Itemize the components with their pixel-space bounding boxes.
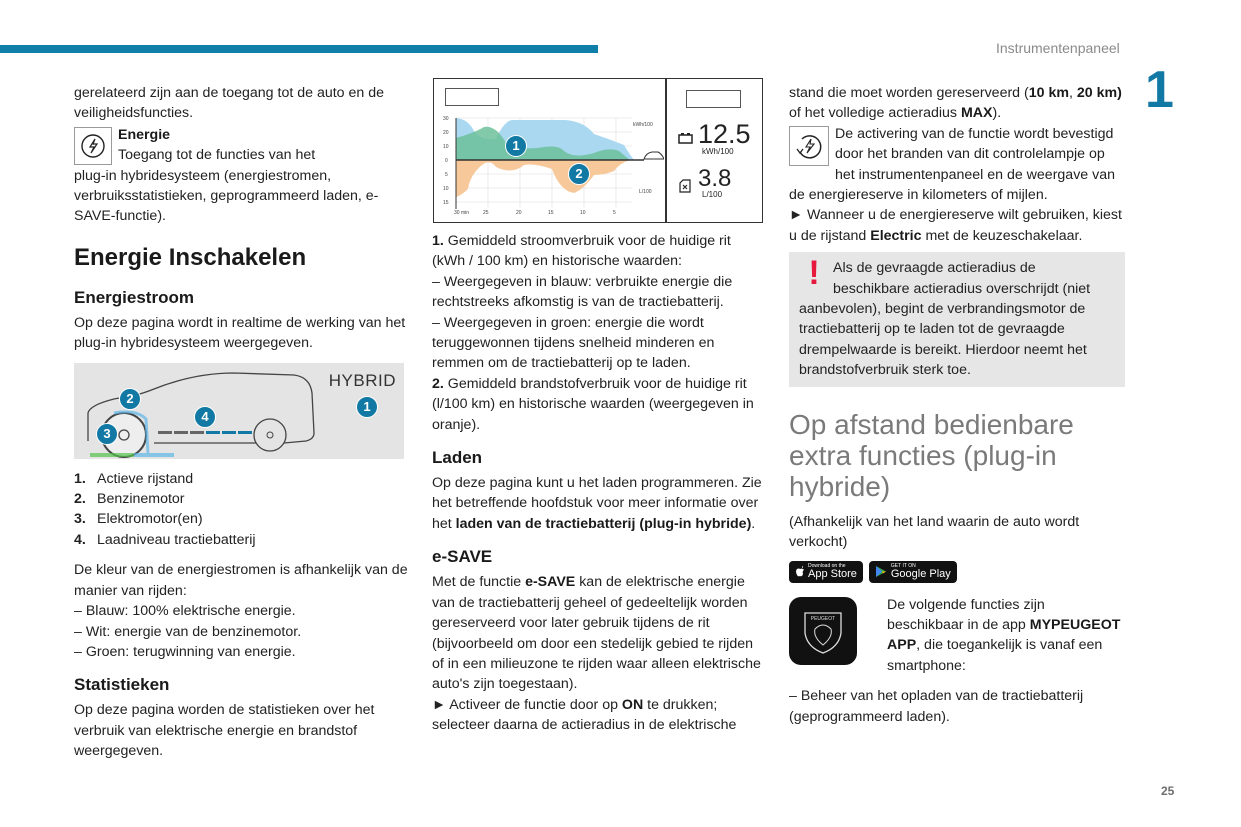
app-text: De volgende functies zijn beschikbaar in de app MYPEUGEOT APP, die toegankelijk is vanaf een smartphone: bbox=[887, 596, 1121, 674]
google-play-icon bbox=[875, 565, 887, 578]
energie-text-1: Toegang tot de functies van het bbox=[118, 147, 316, 164]
use-reserve-step: ► Wanneer u de energiereserve wilt gebruiken, kiest u de rijstand Electric met de keuzeschakelaar. bbox=[789, 207, 1122, 244]
chart-item-1-green: – Weergegeven in groen: energie die wordt teruggewonnen tijdens snelheid minderen en remmen om de tractiebatterij op te laden. bbox=[432, 314, 715, 372]
svg-text:kWh/100: kWh/100 bbox=[633, 122, 653, 128]
page-number: 25 bbox=[1161, 784, 1175, 798]
chapter-number: 1 bbox=[1145, 61, 1174, 119]
list-item: 4. Laadniveau tractiebatterij bbox=[74, 531, 256, 548]
column-2 bbox=[432, 231, 766, 736]
header-accent-bar bbox=[0, 45, 598, 53]
color-item: – Blauw: 100% elektrische energie. bbox=[74, 603, 296, 620]
svg-text:20: 20 bbox=[443, 130, 449, 136]
svg-text:20: 20 bbox=[516, 210, 522, 216]
consumption-area-chart bbox=[434, 79, 664, 219]
color-intro: De kleur van de energiestromen is afhankelijk van de manier van rijden: bbox=[74, 562, 408, 599]
badge-4: 4 bbox=[194, 406, 216, 428]
svg-text:10: 10 bbox=[443, 144, 449, 150]
fuel-unit: L/100 bbox=[702, 190, 723, 199]
svg-text:PEUGEOT: PEUGEOT bbox=[810, 615, 836, 622]
svg-text:15: 15 bbox=[548, 210, 554, 216]
peugeot-lion-icon bbox=[801, 607, 845, 655]
fuel-consumption-value: 3.8 bbox=[698, 165, 732, 192]
app-store-button[interactable]: Download on the App Store bbox=[789, 561, 863, 583]
running-head: Instrumentenpaneel bbox=[996, 40, 1120, 56]
fuel-can-icon bbox=[678, 179, 692, 193]
range-continuation: stand die moet worden gereserveerd (10 km, 20 km) of het volledige actieradius MAX). bbox=[789, 85, 1122, 122]
svg-text:5: 5 bbox=[445, 172, 448, 178]
energie-text-2: plug-in hybridesysteem (energiestromen, verbruiksstatistieken, geprogrammeerd laden, e-SAVE-functie). bbox=[74, 167, 379, 225]
car-icon bbox=[644, 152, 664, 159]
laden-link: laden van de tractiebatterij (plug-in hybride) bbox=[455, 515, 752, 532]
color-item: – Wit: energie van de benzinemotor. bbox=[74, 623, 302, 640]
readout-title-placeholder bbox=[686, 90, 741, 108]
subheading-laden: Laden bbox=[432, 448, 483, 468]
apple-icon bbox=[795, 566, 805, 578]
svg-text:5: 5 bbox=[613, 210, 616, 216]
svg-text:30: 30 bbox=[443, 116, 449, 122]
google-play-button[interactable]: GET IT ON Google Play bbox=[869, 561, 957, 583]
column-1 bbox=[74, 83, 414, 762]
laden-text: Op deze pagina kunt u het laden programmeren. Zie het betreffende hoofdstuk voor meer informatie over het laden van de tractiebatterij (plug-in hybride). bbox=[432, 475, 762, 532]
warning-text: Als de gevraagde actieradius de beschikbare actieradius overschrijdt (niet aanbevolen), begint de verbrandingsmotor de tractiebatterij op te laden tot de gevraagde drempelwaarde is bereikt. Hierdoor neemt het brandstofverbruik sterk toe. bbox=[799, 260, 1091, 379]
lamp-block bbox=[789, 124, 1125, 206]
esave-step: ► Activeer de functie door op ON te drukken; selecteer daarna de actieradius in de elektrische bbox=[432, 696, 737, 734]
subheading-statistieken: Statistieken bbox=[74, 675, 170, 695]
list-item: 1. Actieve rijstand bbox=[74, 470, 194, 487]
svg-text:L/100: L/100 bbox=[639, 189, 652, 195]
feature-item: – Beheer van het opladen van de tractiebatterij (geprogrammeerd laden). bbox=[789, 688, 1084, 725]
esave-text: Met de functie e-SAVE kan de elektrische energie van de tractiebatterij geheel of gedeeltelijk worden gereserveerd voor later gebruik tijdens de rit (bijvoorbeeld om door een stedelijk gebied te rijden of in een milieuzone te rijden waar alleen elektrische auto's zijn toegestaan). bbox=[432, 574, 761, 693]
energiestroom-text: Op deze pagina wordt in realtime de werking van het plug-in hybridesysteem weergegeven. bbox=[74, 314, 406, 352]
statistieken-text: Op deze pagina worden de statistieken over het verbruik van elektrische energie en brandstof weergegeven. bbox=[74, 702, 375, 760]
warning-icon: ! bbox=[808, 254, 820, 293]
battery-icon bbox=[678, 132, 694, 144]
color-item: – Groen: terugwinning van energie. bbox=[74, 643, 296, 660]
svg-text:10: 10 bbox=[580, 210, 586, 216]
store-badges bbox=[789, 561, 1125, 583]
availability-note: (Afhankelijk van het land waarin de auto wordt verkocht) bbox=[789, 513, 1080, 551]
chart-badge-2: 2 bbox=[568, 163, 590, 185]
mypeugeot-app-icon[interactable] bbox=[789, 597, 857, 665]
badge-3: 3 bbox=[96, 423, 118, 445]
list-item: 3. Elektromotor(en) bbox=[74, 511, 203, 528]
section-heading-remote: Op afstand bedienbare extra functies (plug-in hybride) bbox=[789, 408, 1074, 502]
column-3 bbox=[789, 83, 1125, 727]
chart-item-1-blue: – Weergegeven in blauw: verbruikte energie die rechtstreeks afkomstig is van de tractiebatterij. bbox=[432, 273, 733, 311]
electric-unit: kWh/100 bbox=[702, 147, 734, 156]
panel-divider bbox=[665, 79, 667, 222]
svg-text:0: 0 bbox=[445, 158, 448, 164]
energie-block bbox=[74, 125, 414, 227]
section-heading: Energie Inschakelen bbox=[74, 243, 307, 271]
mode-label: HYBRID bbox=[328, 370, 396, 390]
chart-item-2: 2. Gemiddeld brandstofverbruik voor de huidige rit (l/100 km) en historische waarden (weergegeven in oranje). bbox=[432, 375, 754, 433]
list-item: 2. Benzinemotor bbox=[74, 491, 185, 508]
app-block bbox=[789, 595, 1125, 677]
esave-lamp-icon bbox=[789, 126, 829, 166]
subheading-esave: e-SAVE bbox=[432, 547, 493, 567]
svg-text:25: 25 bbox=[483, 210, 489, 216]
electric-consumption-value: 12.5 bbox=[698, 119, 751, 149]
svg-text:10: 10 bbox=[443, 186, 449, 192]
energie-title: Energie bbox=[118, 126, 171, 143]
energy-flow-diagram bbox=[74, 363, 404, 459]
chart-item-1: 1. Gemiddeld stroomverbruik voor de huidige rit (kWh / 100 km) en historische waarden: bbox=[432, 233, 731, 270]
energy-bolt-icon bbox=[74, 127, 112, 165]
svg-text:30 min: 30 min bbox=[454, 210, 470, 216]
lamp-text: De activering van de functie wordt bevestigd door het branden van dit controlelampje op het instrumentenpaneel en de weergave van de energiereserve in kilometers of mijlen. bbox=[789, 125, 1116, 204]
svg-text:15: 15 bbox=[443, 200, 449, 206]
badge-1: 1 bbox=[356, 396, 378, 418]
subheading-energiestroom: Energiestroom bbox=[74, 287, 194, 307]
intro-text: gerelateerd zijn aan de toegang tot de auto en de veiligheidsfuncties. bbox=[74, 85, 385, 122]
consumption-chart-panel bbox=[433, 78, 763, 223]
badge-2: 2 bbox=[119, 388, 141, 410]
legend-list bbox=[74, 469, 414, 551]
warning-box bbox=[789, 252, 1125, 386]
chart-badge-1: 1 bbox=[505, 135, 527, 157]
